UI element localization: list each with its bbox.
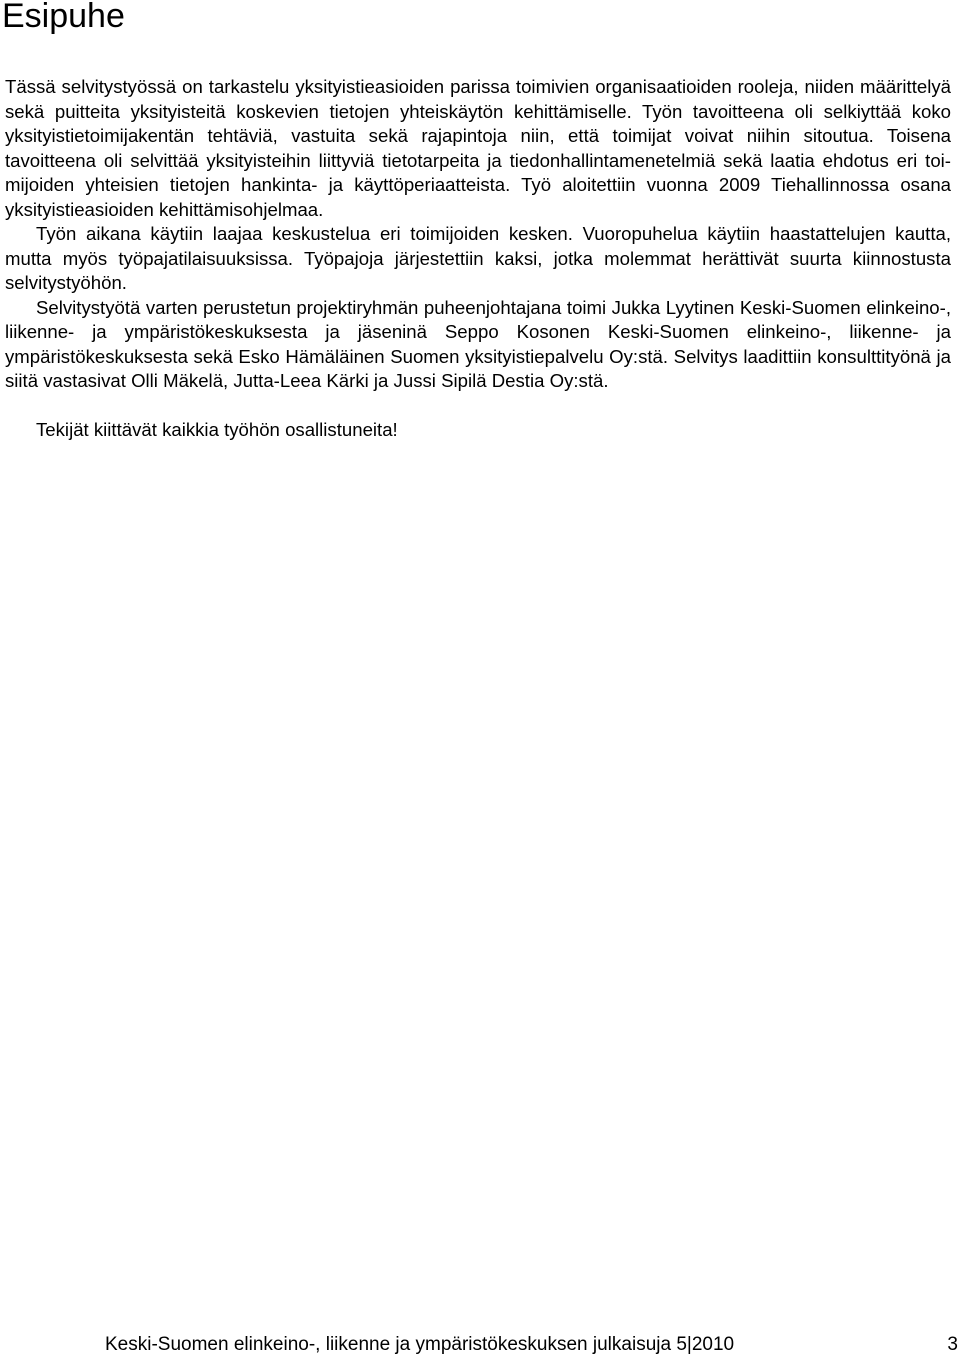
preface-body — [5, 75, 951, 443]
paragraph-project-group: Selvitystyötä varten perustetun projektiryhmän puheenjohtajana toimi Jukka Lyytinen Keski-Suomen elinkeino-, liikenne- ja ympäristökeskuksesta ja jäseninä Seppo Kosonen Keski-Suomen elinkeino-, liikenne- ja ympäristökeskuksesta sekä Esko Hämäläinen Suomen yksityistiepalvelu Oy:stä. Selvitys laadittiin konsulttityönä ja siitä vastasivat Olli Mäkelä, Jutta-Leea Kärki ja Jussi Sipilä Destia Oy:stä. — [5, 296, 951, 391]
paragraph-intro: Tässä selvitystyössä on tarkastelu yksityistieasioiden parissa toimivien organisaatioiden rooleja, niiden määrittelyä sekä puitteita yksityisteitä koskevien tietojen yhteiskäytön kehittämiselle. Työn tavoitteena oli selkiyttää koko yksityistietoimijakentän tehtäviä, vastuita sekä rajapintoja niin, että toimijat voivat niihin sitoutua. Toisena tavoitteena oli selvittää yksityisteihin liittyviä tietotarpeita ja tiedonhallintamenetelmiä sekä laatia ehdotus eri toimijoiden yhteisien tietojen hankinta- ja käyttöperiaatteista. Työ aloitettiin vuonna 2009 Tiehallinnossa osana yksityistieasioiden kehittämisohjelmaa. — [5, 76, 951, 220]
page-title: Esipuhe — [2, 0, 125, 35]
footer-publication: Keski-Suomen elinkeino-, liikenne ja ympäristökeskuksen julkaisuja 5|2010 — [105, 1334, 735, 1355]
page-footer — [0, 1332, 960, 1358]
paragraph-thanks: Tekijät kiittävät kaikkia työhön osallistuneita! — [36, 419, 398, 440]
footer-page-number: 3 — [947, 1334, 958, 1355]
paragraph-discussion: Työn aikana käytiin laajaa keskustelua eri toimijoiden kesken. Vuoropuhelua käytiin haastattelujen kautta, mutta myös työpajatilaisuuksissa. Työpajoja järjestettiin kaksi, jotka molemmat herättivät suurta kiinnostusta selvitystyöhön. — [5, 223, 951, 293]
